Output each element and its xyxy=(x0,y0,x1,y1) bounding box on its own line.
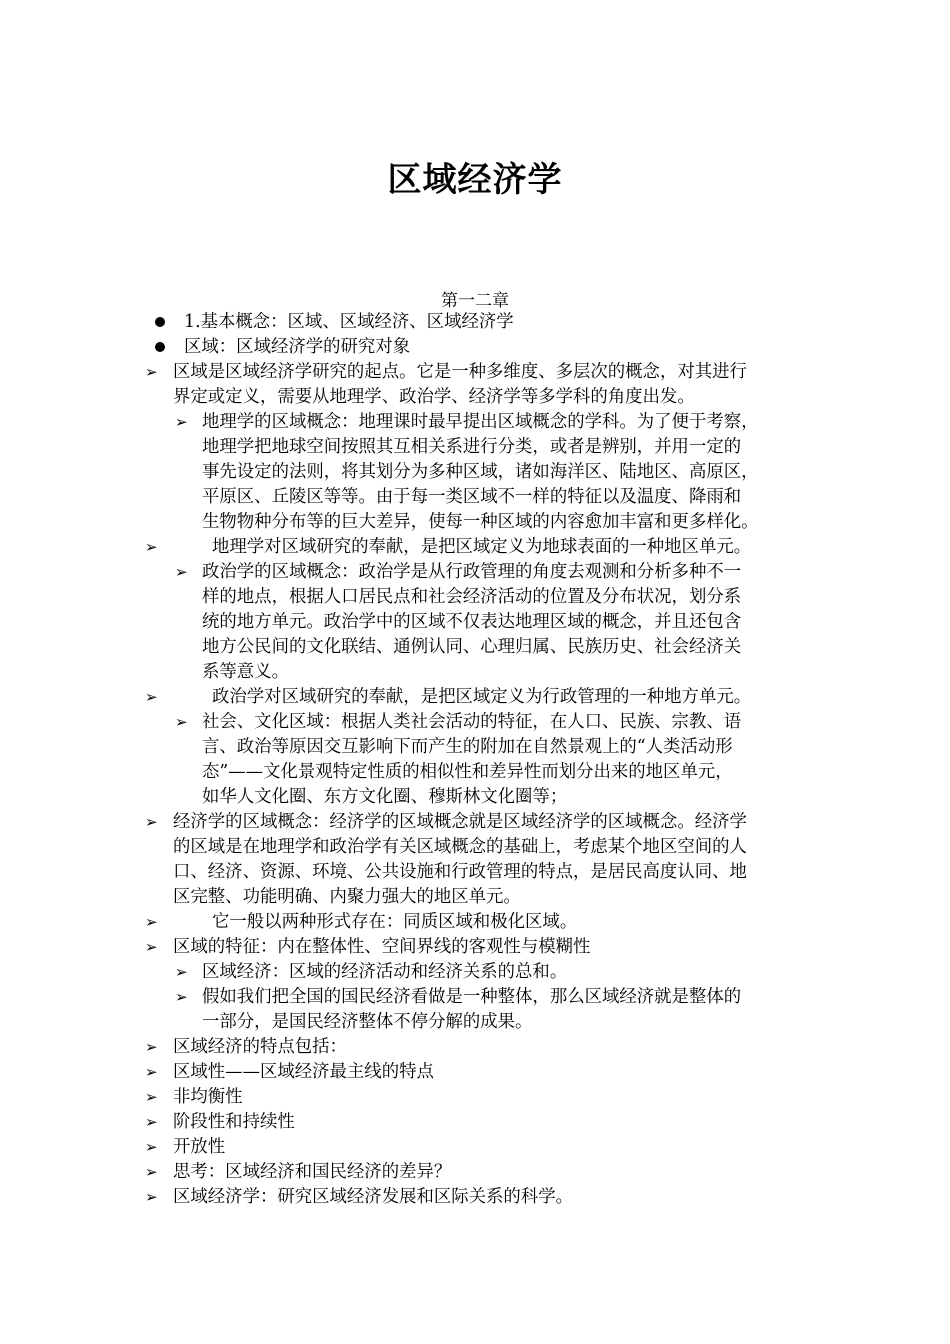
list-item: ➢ 假如我们把全国的国民经济看做是一种整体，那么区域经济就是整体的 xyxy=(0,985,950,1010)
list-item: ➢ 区域是区域经济学研究的起点。它是一种多维度、多层次的概念，对其进行 xyxy=(0,360,950,385)
list-item: ➢ 区域经济的特点包括： xyxy=(0,1035,950,1060)
list-item-continuation: 事先设定的法则，将其划分为多种区域，诸如海洋区、陆地区、高原区， xyxy=(202,462,759,482)
list-item-continuation: 态”——文化景观特定性质的相似性和差异性而划分出来的地区单元， xyxy=(202,762,733,782)
list-item-continuation: 统的地方单元。政治学中的区域不仅表达地理区域的概念，并且还包含 xyxy=(202,612,742,632)
arrow-bullet-icon: ➢ xyxy=(175,413,188,431)
list-item: ➢ 非均衡性 xyxy=(0,1085,950,1110)
arrow-bullet-icon: ➢ xyxy=(145,1113,158,1131)
list-item: ➢ 区域性——区域经济最主线的特点 xyxy=(0,1060,950,1085)
list-item-continuation: 系等意义。 xyxy=(202,662,289,682)
list-item: ➢ 区域的特征：内在整体性、空间界线的客观性与模糊性 xyxy=(0,935,950,960)
list-item: ➢ 地理学的区域概念：地理课时最早提出区域概念的学科。为了便于考察， xyxy=(0,410,950,435)
bullet-dot-icon xyxy=(155,310,175,335)
arrow-bullet-icon: ➢ xyxy=(145,1138,158,1156)
list-item: ➢ 政治学的区域概念：政治学是从行政管理的角度去观测和分析多种不一 xyxy=(0,560,950,585)
arrow-bullet-icon: ➢ xyxy=(175,988,188,1006)
list-item-continuation: 平原区、丘陵区等等。由于每一类区域不一样的特征以及温度、降雨和 xyxy=(202,487,742,507)
list-item: ➢ 区域经济学：研究区域经济发展和区际关系的科学。 xyxy=(0,1185,950,1210)
arrow-bullet-icon: ➢ xyxy=(145,938,158,956)
list-item: ➢ 经济学的区域概念：经济学的区域概念就是区域经济学的区域概念。经济学 xyxy=(0,810,950,835)
arrow-bullet-icon: ➢ xyxy=(175,563,188,581)
arrow-bullet-icon: ➢ xyxy=(145,1038,158,1056)
arrow-bullet-icon: ➢ xyxy=(175,963,188,981)
list-item-continuation: 言、政治等原因交互影响下而产生的附加在自然景观上的“人类活动形 xyxy=(202,737,733,757)
bullet-dot-icon xyxy=(155,335,175,360)
list-item: ➢ 地理学对区域研究的奉献，是把区域定义为地球表面的一种地区单元。 xyxy=(0,535,950,560)
arrow-bullet-icon: ➢ xyxy=(145,913,158,931)
list-item-continuation: 界定或定义，需要从地理学、政治学、经济学等多学科的角度出发。 xyxy=(173,387,695,407)
arrow-bullet-icon: ➢ xyxy=(145,538,158,556)
arrow-bullet-icon: ➢ xyxy=(175,713,188,731)
list-item: 区域：区域经济学的研究对象 xyxy=(0,335,950,360)
list-item-continuation: 一部分，是国民经济整体不停分解的成果。 xyxy=(202,1012,533,1032)
list-item-continuation: 如华人文化圈、东方文化圈、穆斯林文化圈等； xyxy=(202,787,568,807)
list-item-continuation: 的区域是在地理学和政治学有关区域概念的基础上，考虑某个地区空间的人 xyxy=(173,837,747,857)
list-item: ➢ 社会、文化区域：根据人类社会活动的特征，在人口、民族、宗教、语 xyxy=(0,710,950,735)
page-title: 区域经济学 xyxy=(387,160,563,200)
list-item: ➢ 区域经济：区域的经济活动和经济关系的总和。 xyxy=(0,960,950,985)
arrow-bullet-icon: ➢ xyxy=(145,688,158,706)
list-item-continuation: 区完整、功能明确、内聚力强大的地区单元。 xyxy=(173,887,521,907)
list-item: ➢ 开放性 xyxy=(0,1135,950,1160)
list-item-continuation: 地理学把地球空间按照其互相关系进行分类，或者是辨别，并用一定的 xyxy=(202,437,742,457)
list-item: ➢ 它一般以两种形式存在：同质区域和极化区域。 xyxy=(0,910,950,935)
list-item-continuation: 口、经济、资源、环境、公共设施和行政管理的特点，是居民高度认同、地 xyxy=(173,862,747,882)
list-item: ➢ 阶段性和持续性 xyxy=(0,1110,950,1135)
list-item-continuation: 样的地点，根据人口居民点和社会经济活动的位置及分布状况，划分系 xyxy=(202,587,742,607)
arrow-bullet-icon: ➢ xyxy=(145,1188,158,1206)
arrow-bullet-icon: ➢ xyxy=(145,363,158,381)
arrow-bullet-icon: ➢ xyxy=(145,1088,158,1106)
list-item: ➢ 思考：区域经济和国民经济的差异？ xyxy=(0,1160,950,1185)
arrow-bullet-icon: ➢ xyxy=(145,813,158,831)
list-item-continuation: 地方公民间的文化联结、通例认同、心理归属、民族历史、社会经济关 xyxy=(202,637,742,657)
list-item-continuation: 生物物种分布等的巨大差异，使每一种区域的内容愈加丰富和更多样化。 xyxy=(202,512,759,532)
arrow-bullet-icon: ➢ xyxy=(145,1063,158,1081)
chapter-heading: 第一二章 xyxy=(441,291,509,311)
list-item: ➢ 政治学对区域研究的奉献，是把区域定义为行政管理的一种地方单元。 xyxy=(0,685,950,710)
list-item: 1.基本概念：区域、区域经济、区域经济学 xyxy=(0,310,950,335)
arrow-bullet-icon: ➢ xyxy=(145,1163,158,1181)
